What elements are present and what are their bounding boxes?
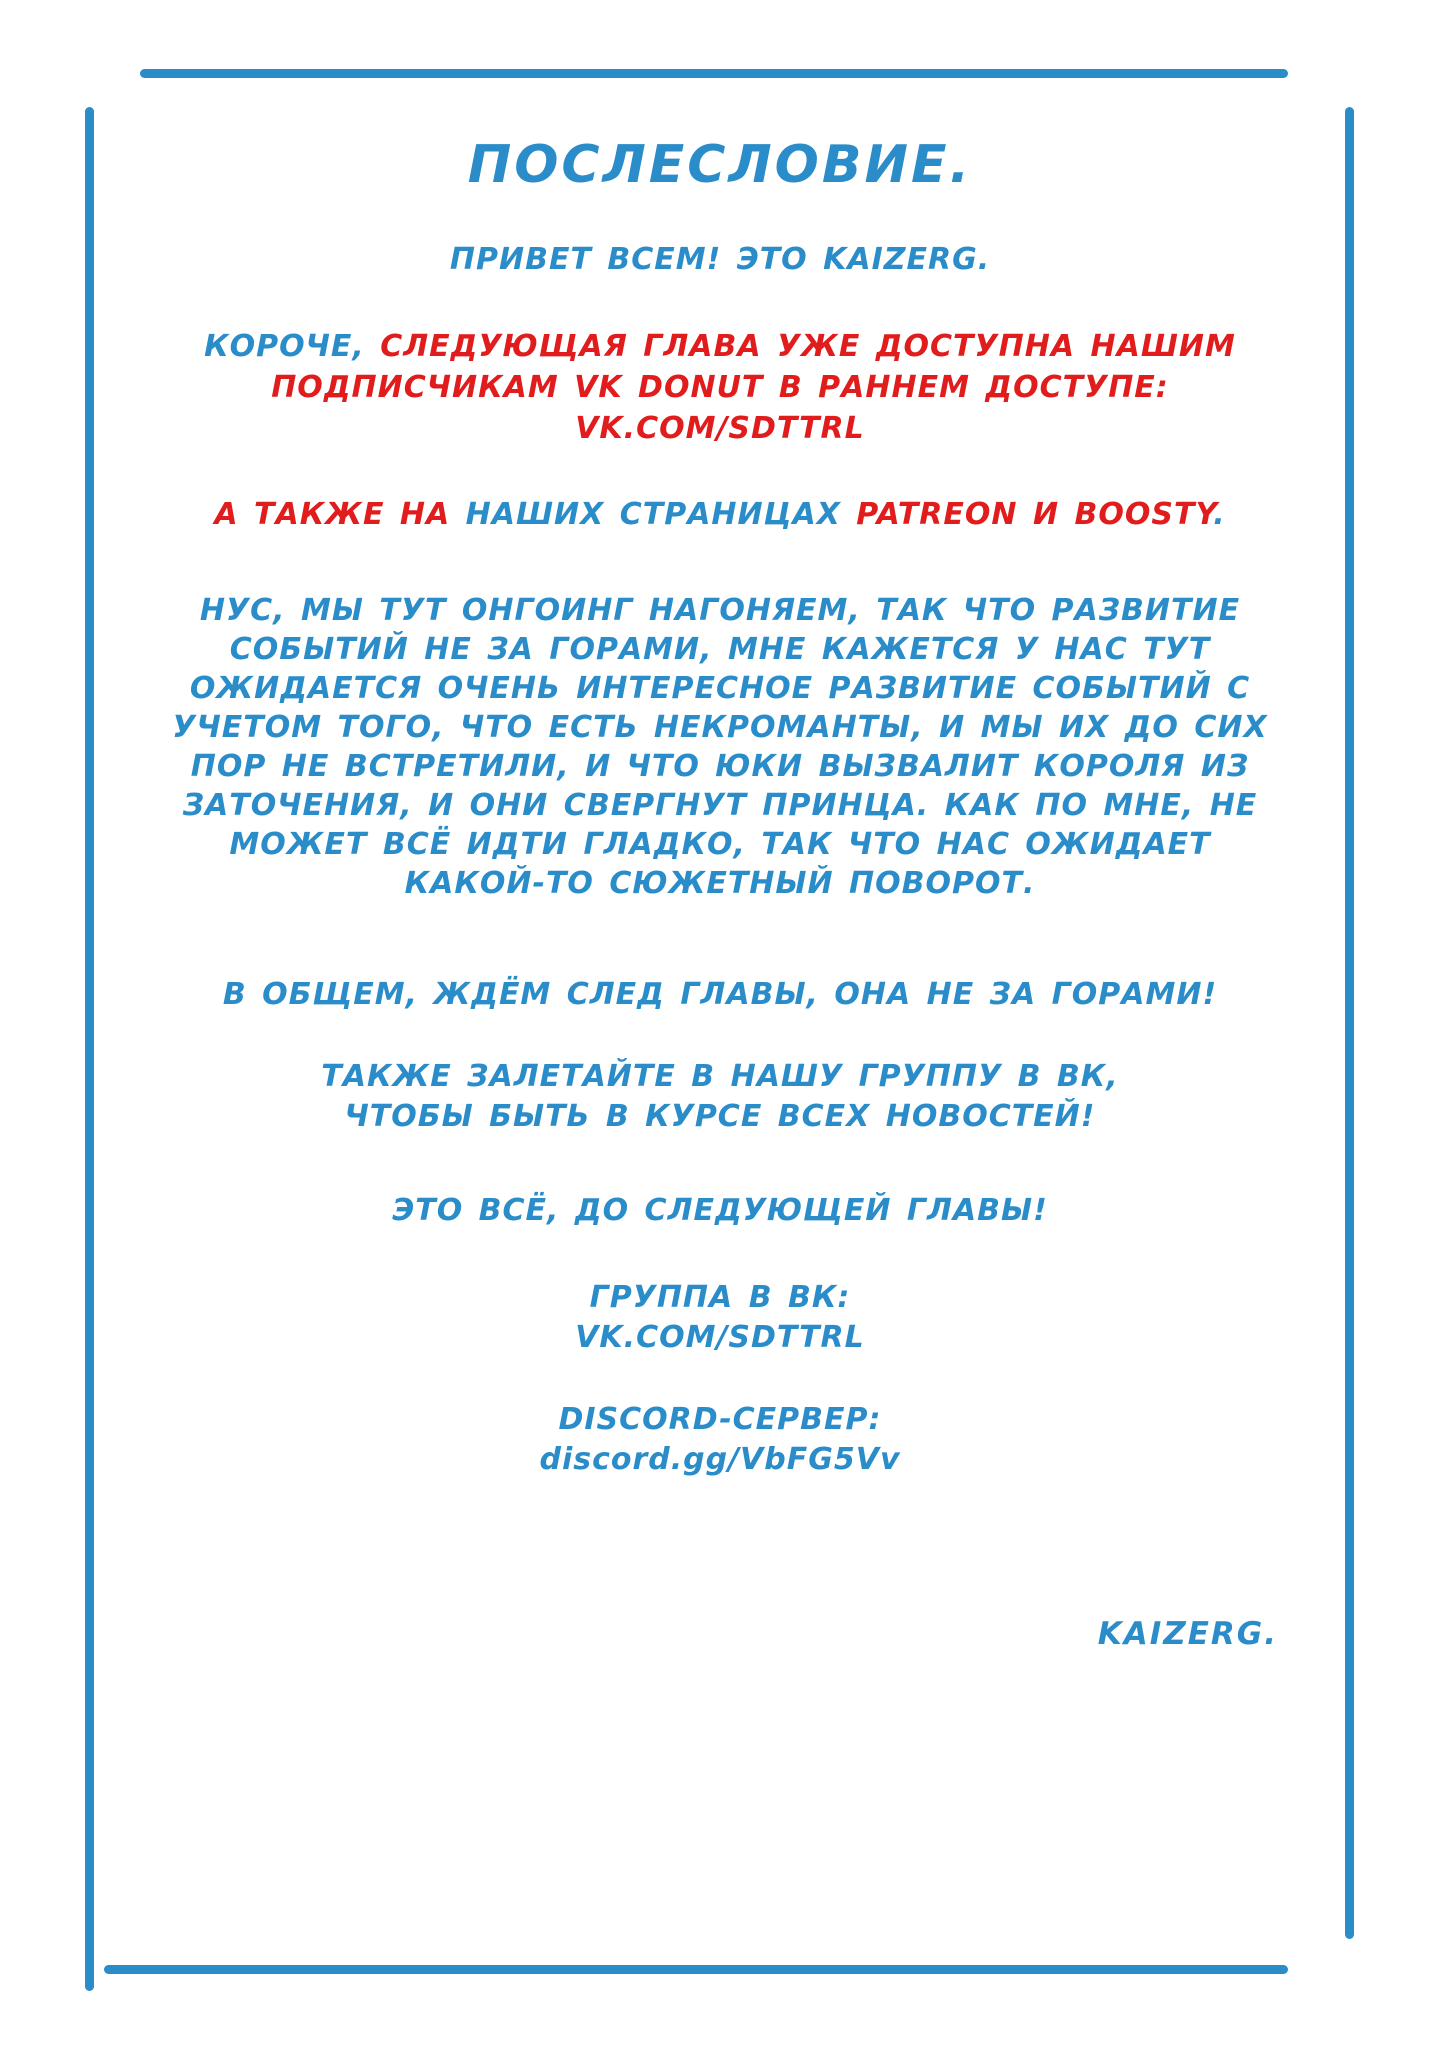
text-line bbox=[90, 1400, 1350, 1440]
text-segment: А ТАКЖЕ НА bbox=[214, 497, 466, 532]
text-line bbox=[90, 864, 1350, 903]
text-line bbox=[90, 669, 1350, 708]
text-line bbox=[90, 494, 1350, 535]
afterword-body bbox=[90, 239, 1350, 1480]
text-segment: КАКОЙ-ТО СЮЖЕТНЫЙ ПОВОРОТ. bbox=[404, 866, 1036, 901]
text-line bbox=[90, 239, 1350, 280]
text-line bbox=[90, 630, 1350, 669]
text-line bbox=[90, 1057, 1350, 1097]
text-segment: discord.gg/VbFG5Vv bbox=[539, 1442, 901, 1477]
text-segment: СОБЫТИЙ НЕ ЗА ГОРАМИ, МНЕ КАЖЕТСЯ У НАС ТУТ bbox=[229, 632, 1211, 667]
text-line bbox=[90, 786, 1350, 825]
text-segment: ОЖИДАЕТСЯ ОЧЕНЬ ИНТЕРЕСНОЕ РАЗВИТИЕ СОБЫТИЙ С bbox=[189, 671, 1251, 706]
text-segment: PATREON И BOOSTY bbox=[856, 497, 1214, 532]
text-segment: ПОДПИСЧИКАМ VK DONUT В РАННЕМ ДОСТУПЕ: bbox=[271, 370, 1169, 405]
text-segment: VK.COM/SDTTRL bbox=[575, 1320, 865, 1355]
text-segment: УЧЕТОМ ТОГО, ЧТО ЕСТЬ НЕКРОМАНТЫ, И МЫ ИХ ДО СИХ bbox=[172, 710, 1268, 745]
text-segment: ГРУППА В ВК: bbox=[589, 1280, 851, 1315]
text-block-discord bbox=[90, 1400, 1350, 1480]
text-line bbox=[90, 1318, 1350, 1358]
text-segment: В ОБЩЕМ, ЖДЁМ СЛЕД ГЛАВЫ, ОНА НЕ ЗА ГОРАМИ! bbox=[222, 977, 1218, 1012]
text-segment: МОЖЕТ ВСЁ ИДТИ ГЛАДКО, ТАК ЧТО НАС ОЖИДАЕТ bbox=[229, 827, 1211, 862]
text-line bbox=[90, 326, 1350, 367]
text-segment: ЭТО ВСЁ, ДО СЛЕДУЮЩЕЙ ГЛАВЫ! bbox=[392, 1193, 1048, 1228]
page-title: ПОСЛЕСЛОВИЕ. bbox=[467, 135, 973, 195]
text-segment: VK.COM/SDTTRL bbox=[575, 411, 865, 446]
text-segment: НУС, МЫ ТУТ ОНГОИНГ НАГОНЯЕМ, ТАК ЧТО РАЗВИТИЕ bbox=[199, 593, 1241, 628]
text-block-waiting bbox=[90, 974, 1350, 1015]
text-line bbox=[90, 708, 1350, 747]
text-segment: ТАКЖЕ ЗАЛЕТАЙТЕ В НАШУ ГРУППУ В ВК, bbox=[321, 1059, 1119, 1094]
text-segment: ПРИВЕТ ВСЕМ! ЭТО KAIZERG. bbox=[449, 242, 991, 277]
text-line bbox=[90, 1097, 1350, 1137]
text-block-greeting bbox=[90, 239, 1350, 280]
text-segment: . bbox=[1213, 497, 1226, 532]
text-line bbox=[90, 1278, 1350, 1318]
text-segment: ЗАТОЧЕНИЯ, И ОНИ СВЕРГНУТ ПРИНЦА. КАК ПО МНЕ, НЕ bbox=[182, 788, 1258, 823]
text-segment: DISCORD-СЕРВЕР: bbox=[558, 1402, 882, 1437]
text-segment: КОРОЧЕ, bbox=[204, 329, 381, 364]
text-block-farewell bbox=[90, 1190, 1350, 1231]
text-line bbox=[90, 408, 1350, 449]
text-block-join-group bbox=[90, 1057, 1350, 1137]
text-line bbox=[90, 974, 1350, 1015]
text-block-also-pages bbox=[90, 494, 1350, 535]
text-line bbox=[90, 825, 1350, 864]
text-line bbox=[90, 1190, 1350, 1231]
text-segment: СЛЕДУЮЩАЯ ГЛАВА УЖЕ ДОСТУПНА НАШИМ bbox=[380, 329, 1236, 364]
signature: KAIZERG. bbox=[1097, 1616, 1278, 1652]
text-block-main-text bbox=[90, 591, 1350, 903]
frame-line-bottom bbox=[104, 1965, 1288, 1974]
text-line bbox=[90, 1440, 1350, 1480]
text-segment: НАШИХ СТРАНИЦАХ bbox=[465, 497, 857, 532]
text-segment: ЧТОБЫ БЫТЬ В КУРСЕ ВСЕХ НОВОСТЕЙ! bbox=[344, 1099, 1096, 1134]
text-line bbox=[90, 367, 1350, 408]
afterword-content bbox=[90, 0, 1350, 1655]
text-block-early-access bbox=[90, 326, 1350, 449]
text-block-vk-group bbox=[90, 1278, 1350, 1358]
text-segment: ПОР НЕ ВСТРЕТИЛИ, И ЧТО ЮКИ ВЫЗВАЛИТ КОРОЛЯ ИЗ bbox=[190, 749, 1250, 784]
text-line bbox=[90, 747, 1350, 786]
text-line bbox=[90, 591, 1350, 630]
